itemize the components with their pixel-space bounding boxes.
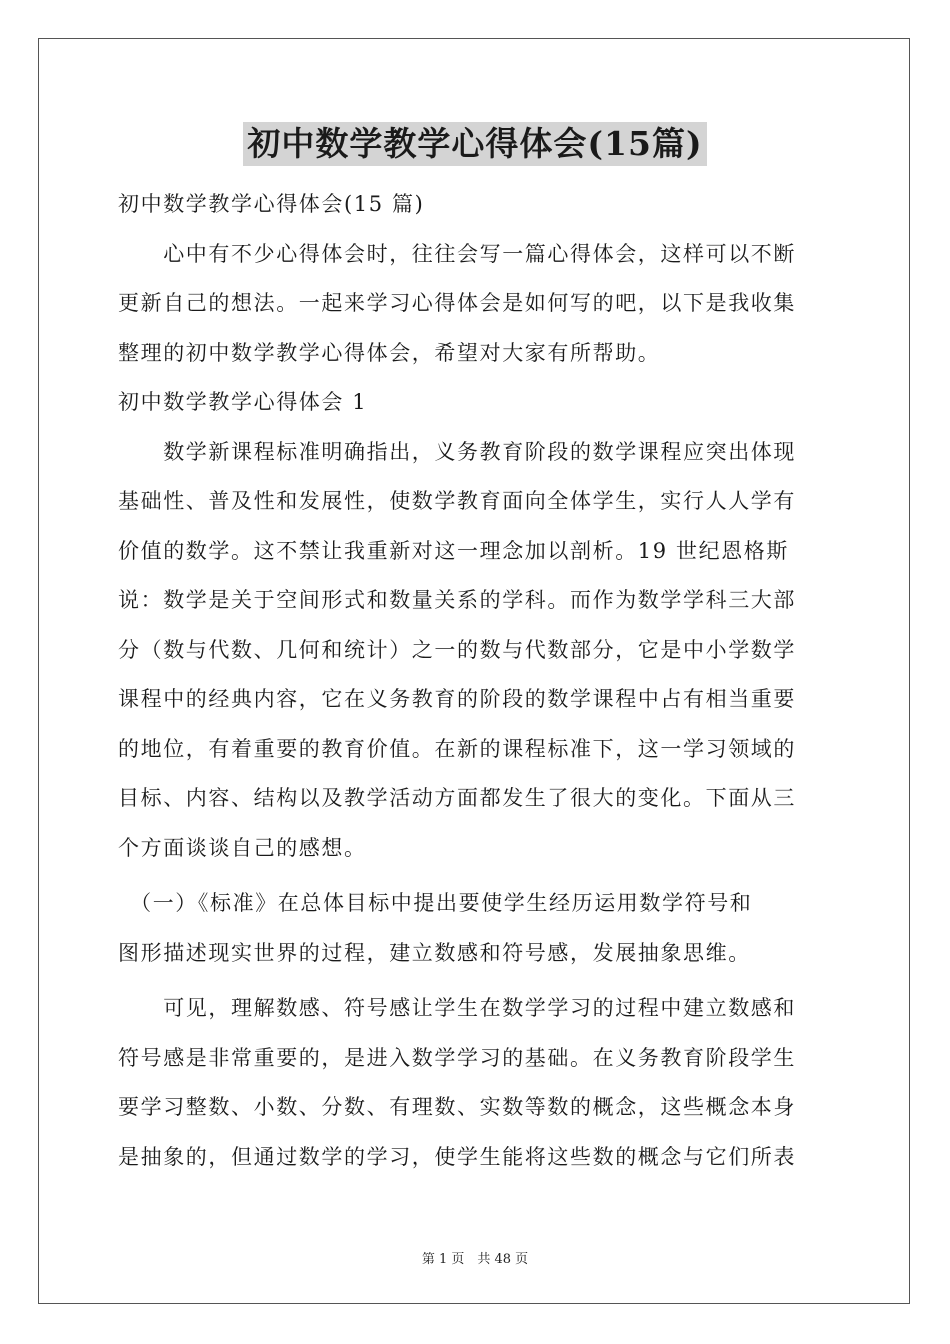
text-line: 整理的初中数学教学心得体会，希望对大家有所帮助。 <box>118 340 661 365</box>
document-body <box>118 180 832 1182</box>
text-line: 课程中的经典内容，它在义务教育的阶段的数学课程中占有相当重要 <box>118 687 796 711</box>
text-line: 说：数学是关于空间形式和数量关系的学科。而作为数学学科三大部 <box>118 588 796 612</box>
text-line: 分（数与代数、几何和统计）之一的数与代数部分，它是中小学数学 <box>118 637 796 662</box>
section-heading: 初中数学教学心得体会 1 <box>118 390 368 414</box>
text-line: 基础性、普及性和发展性，使数学教育面向全体学生，实行人人学有 <box>118 489 796 513</box>
paragraph-2 <box>118 879 832 978</box>
text-line: 个方面谈谈自己的感想。 <box>118 835 367 860</box>
text-line: 符号感是非常重要的，是进入数学学习的基础。在义务教育阶段学生 <box>118 1045 796 1070</box>
subtitle: 初中数学教学心得体会(15 篇) <box>118 192 425 216</box>
text-line: （一）《标准》在总体目标中提出要使学生经历运用数学符号和 <box>118 891 753 915</box>
text-line: 可见，理解数感、符号感让学生在数学学习的过程中建立数感和 <box>118 996 796 1020</box>
text-line: 价值的数学。这不禁让我重新对这一理念加以剖析。19 世纪恩格斯 <box>118 538 789 563</box>
text-line: 图形描述现实世界的过程，建立数感和符号感，发展抽象思维。 <box>118 940 751 965</box>
intro-paragraph <box>118 230 832 379</box>
page-footer: 第 1 页 共 48 页 <box>421 1252 529 1267</box>
text-line: 是抽象的，但通过数学的学习，使学生能将这些数的概念与它们所表 <box>118 1144 796 1169</box>
paragraph-3 <box>118 984 832 1182</box>
document-title: 初中数学教学心得体会(15篇) <box>243 122 706 166</box>
text-line: 目标、内容、结构以及教学活动方面都发生了很大的变化。下面从三 <box>118 786 796 810</box>
text-line: 心中有不少心得体会时，往往会写一篇心得体会，这样可以不断 <box>118 241 796 266</box>
title-wrap <box>0 122 950 166</box>
text-line: 要学习整数、小数、分数、有理数、实数等数的概念，这些概念本身 <box>118 1095 796 1119</box>
text-line: 数学新课程标准明确指出，义务教育阶段的数学课程应突出体现 <box>118 439 796 464</box>
paragraph-1 <box>118 428 832 874</box>
text-line: 的地位，有着重要的教育价值。在新的课程标准下，这一学习领域的 <box>118 736 796 761</box>
text-line: 更新自己的想法。一起来学习心得体会是如何写的吧，以下是我收集 <box>118 291 796 315</box>
